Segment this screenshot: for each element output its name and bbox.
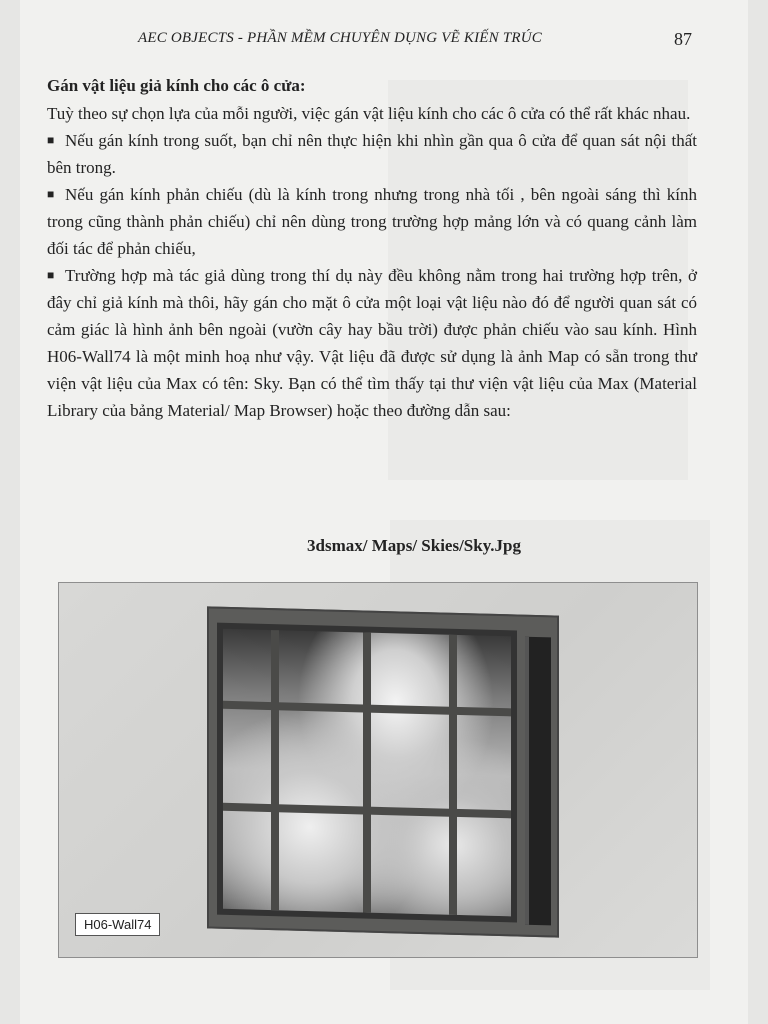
section-heading: Gán vật liệu giả kính cho các ô cửa: [47,76,306,95]
intro-paragraph: Tuỳ theo sự chọn lựa của mỗi người, việc gán vật liệu kính cho các ô cửa có thể rất khác nhau. [47,104,691,123]
figure-caption: H06-Wall74 [75,913,160,936]
file-path: 3dsmax/ Maps/ Skies/Sky.Jpg [307,536,521,555]
body-text [47,72,697,424]
bullet-icon: ■ [47,133,55,147]
book-page [20,0,748,1024]
bullet-text: Nếu gán kính trong suốt, bạn chỉ nên thực hiện khi nhìn gần qua ô cửa để quan sát nội thất bên trong. [47,131,697,177]
window-mullion [271,630,279,910]
page-number: 87 [674,29,692,49]
window-glass-area [217,623,517,923]
window-mullion [363,632,371,912]
window-side-panel [525,637,551,926]
bullet-text: Trường hợp mà tác giả dùng trong thí dụ này đều không nằm trong hai trường hợp trên, ở đây chỉ giả kính mà thôi, hãy gán cho mặt ô cửa một loại vật liệu nào đó để người quan sát có cảm giác là hình ảnh bên ngoài (vườn cây hay bầu trời) được phản chiếu vào sau kính. Hình H06-Wall74 là một minh hoạ như vậy. Vật liệu đã được sử dụng là ảnh Map có sẵn trong thư viện vật liệu của Max có tên: Sky. Bạn có thể tìm thấy tại thư viện vật liệu của Max (Material Library của bảng Material/ Map Browser) hoặc theo đường dẫn sau: [47,266,697,420]
figure-window-render [58,582,698,958]
running-header [20,30,748,52]
bullet-item [47,127,697,181]
bullet-item [47,181,697,262]
header-title: AEC OBJECTS - PHẦN MỀM CHUYÊN DỤNG VẼ KIẾN TRÚC [138,30,542,46]
bullet-icon: ■ [47,268,55,282]
window-mullion [449,635,457,915]
bullet-text: Nếu gán kính phản chiếu (dù là kính trong nhưng trong nhà tối , bên ngoài sáng thì kính trong cũng thành phản chiếu) chỉ nên dùng trong trường hợp mảng lớn và có quang cảnh làm đối tác để phản chiếu, [47,185,697,258]
window-illustration [207,606,559,937]
bullet-icon: ■ [47,187,55,201]
bullet-item [47,262,697,424]
